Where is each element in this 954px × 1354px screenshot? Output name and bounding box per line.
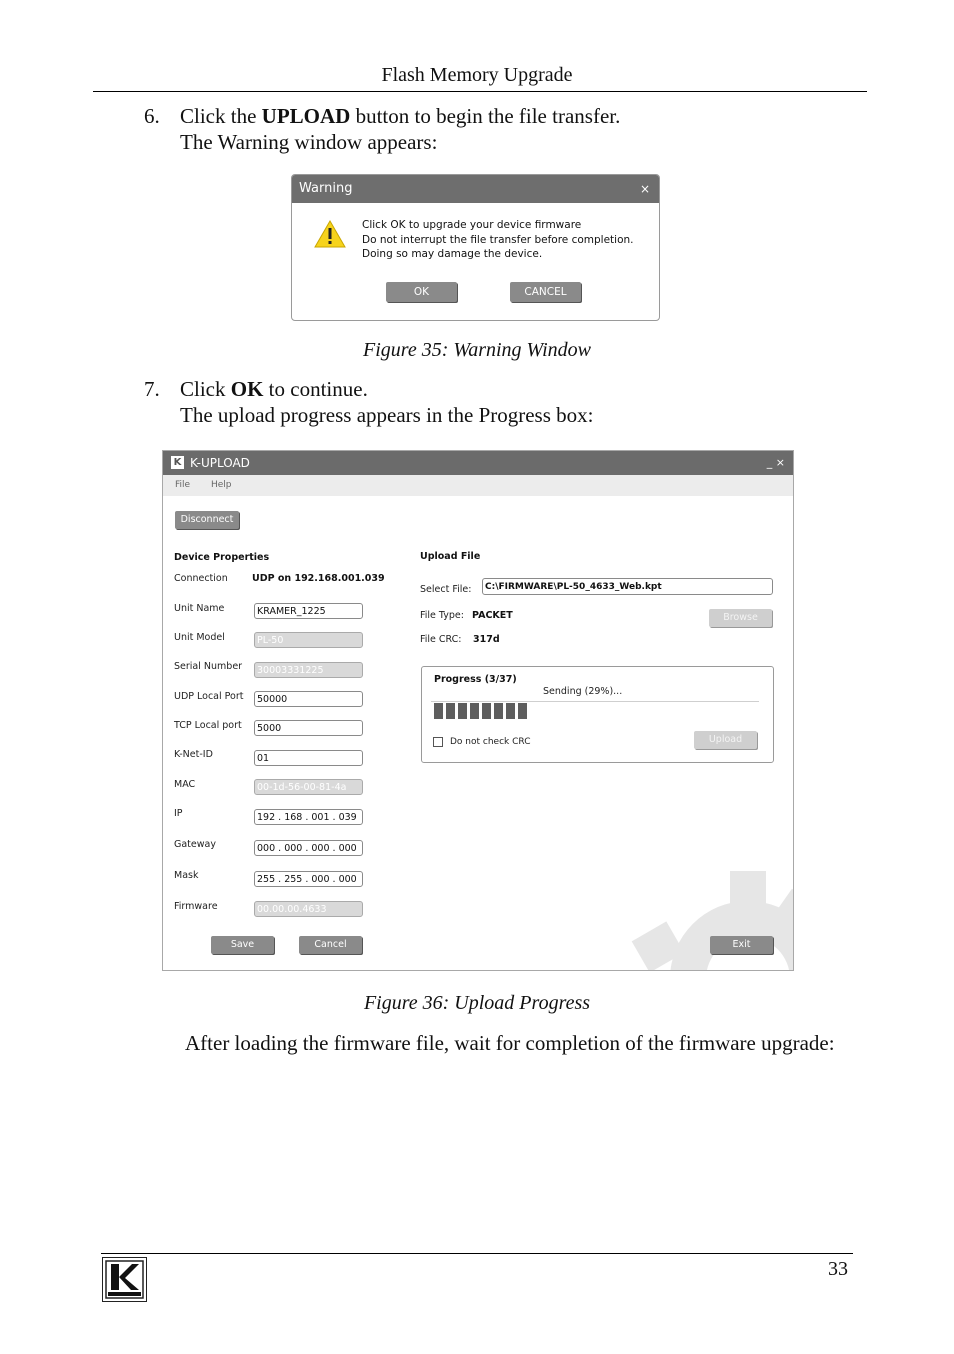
- tcp-port-field[interactable]: 5000: [254, 720, 363, 736]
- exit-button[interactable]: Exit: [710, 936, 773, 954]
- progress-divider: [431, 701, 759, 702]
- udp-port-field[interactable]: 50000: [254, 691, 363, 707]
- cancel-settings-button[interactable]: Cancel: [299, 936, 362, 954]
- menu-file[interactable]: File: [175, 480, 191, 490]
- cancel-button[interactable]: CANCEL: [510, 282, 581, 302]
- mask-field[interactable]: 255 . 255 . 000 . 000: [254, 871, 363, 887]
- progress-segment: [506, 703, 515, 719]
- step-7-line2: The upload progress appears in the Progress box:: [180, 403, 594, 427]
- closing-paragraph: After loading the firmware file, wait for completion of the firmware upgrade:: [185, 1031, 835, 1055]
- progress-segment: [458, 703, 467, 719]
- progress-heading: Progress (3/37): [434, 674, 517, 685]
- kupload-window: [162, 450, 794, 971]
- warning-line-2: Do not interrupt the file transfer before completion.: [362, 233, 634, 246]
- progress-segment: [470, 703, 479, 719]
- connection-value: UDP on 192.168.001.039: [252, 573, 385, 584]
- warning-message: [362, 218, 634, 262]
- connection-label: Connection: [174, 573, 228, 584]
- step-6-post: button to begin the file transfer.: [350, 104, 621, 128]
- progress-segment: [494, 703, 503, 719]
- step-7-post: to continue.: [263, 377, 368, 401]
- select-file-label: Select File:: [420, 584, 472, 595]
- step-7-number: 7.: [144, 377, 160, 401]
- knet-id-label: K-Net-ID: [174, 749, 213, 760]
- kramer-logo-icon: K: [171, 456, 184, 469]
- firmware-field: 00.00.00.4633: [254, 901, 363, 917]
- kramer-footer-logo: [102, 1257, 147, 1302]
- menu-bar: [163, 475, 793, 496]
- unit-name-label: Unit Name: [174, 603, 225, 614]
- gateway-field[interactable]: 000 . 000 . 000 . 000: [254, 840, 363, 856]
- select-file-field[interactable]: C:\FIRMWARE\PL-50_4633_Web.kpt: [482, 578, 773, 595]
- file-crc-value: 317d: [473, 634, 500, 645]
- header-rule: [93, 91, 867, 92]
- progress-segment: [518, 703, 527, 719]
- kupload-titlebar: [163, 451, 793, 475]
- close-icon[interactable]: ×: [639, 182, 650, 196]
- running-header: Flash Memory Upgrade: [381, 64, 573, 86]
- progress-status: Sending (29%)...: [543, 686, 623, 697]
- step-7-text: [180, 376, 594, 428]
- disconnect-button[interactable]: Disconnect: [175, 511, 239, 529]
- kupload-title: K-UPLOAD: [190, 456, 250, 470]
- tcp-port-label: TCP Local port: [174, 720, 242, 731]
- progress-segment: [482, 703, 491, 719]
- page-number: 33: [828, 1258, 848, 1280]
- mac-label: MAC: [174, 779, 196, 790]
- kramer-k-icon: [103, 1258, 146, 1301]
- browse-button[interactable]: Browse: [709, 609, 772, 627]
- step-6-line2: The Warning window appears:: [180, 130, 438, 154]
- footer-rule: [101, 1253, 853, 1254]
- figure-35-caption: Figure 35: Warning Window: [363, 339, 591, 361]
- progress-segment: [446, 703, 455, 719]
- knet-id-field[interactable]: 01: [254, 750, 363, 766]
- unit-name-field[interactable]: KRAMER_1225: [254, 603, 363, 619]
- step-7-pre: Click: [180, 377, 231, 401]
- ok-button[interactable]: OK: [386, 282, 457, 302]
- menu-help[interactable]: Help: [210, 480, 232, 490]
- unit-model-field: PL-50: [254, 632, 363, 648]
- gear-icon: [618, 869, 794, 971]
- ip-field[interactable]: 192 . 168 . 001 . 039: [254, 809, 363, 825]
- gateway-label: Gateway: [174, 839, 216, 850]
- file-crc-label: File CRC:: [420, 634, 462, 645]
- window-controls[interactable]: _ ×: [766, 456, 785, 469]
- step-7-bold: OK: [230, 377, 264, 401]
- serial-number-label: Serial Number: [174, 661, 243, 672]
- unit-model-label: Unit Model: [174, 632, 225, 643]
- warning-triangle-icon: [314, 220, 346, 248]
- figure-36-caption: Figure 36: Upload Progress: [363, 992, 591, 1014]
- step-6-number: 6.: [144, 104, 160, 128]
- warning-titlebar: [292, 175, 659, 203]
- warning-dialog: [291, 174, 660, 321]
- warning-line-3: Doing so may damage the device.: [362, 248, 543, 260]
- crc-checkbox-label: Do not check CRC: [450, 737, 531, 747]
- save-button[interactable]: Save: [211, 936, 274, 954]
- step-6-pre: Click the: [180, 104, 262, 128]
- progress-segment: [434, 703, 443, 719]
- step-6-text: [180, 103, 620, 155]
- upload-button[interactable]: Upload: [694, 731, 757, 749]
- mac-field: 00-1d-56-00-81-4a: [254, 779, 363, 795]
- crc-checkbox[interactable]: [433, 737, 443, 747]
- file-type-value: PACKET: [472, 610, 513, 621]
- device-properties-heading: Device Properties: [174, 552, 270, 563]
- warning-title: Warning: [299, 181, 353, 196]
- firmware-label: Firmware: [174, 901, 218, 912]
- upload-file-heading: Upload File: [420, 551, 481, 562]
- ip-label: IP: [174, 808, 183, 819]
- warning-line-1: Click OK to upgrade your device firmware: [362, 219, 582, 231]
- udp-port-label: UDP Local Port: [174, 691, 244, 702]
- mask-label: Mask: [174, 870, 199, 881]
- step-6-bold: UPLOAD: [261, 104, 351, 128]
- file-type-label: File Type:: [420, 610, 464, 621]
- serial-number-field: 30003331225: [254, 662, 363, 678]
